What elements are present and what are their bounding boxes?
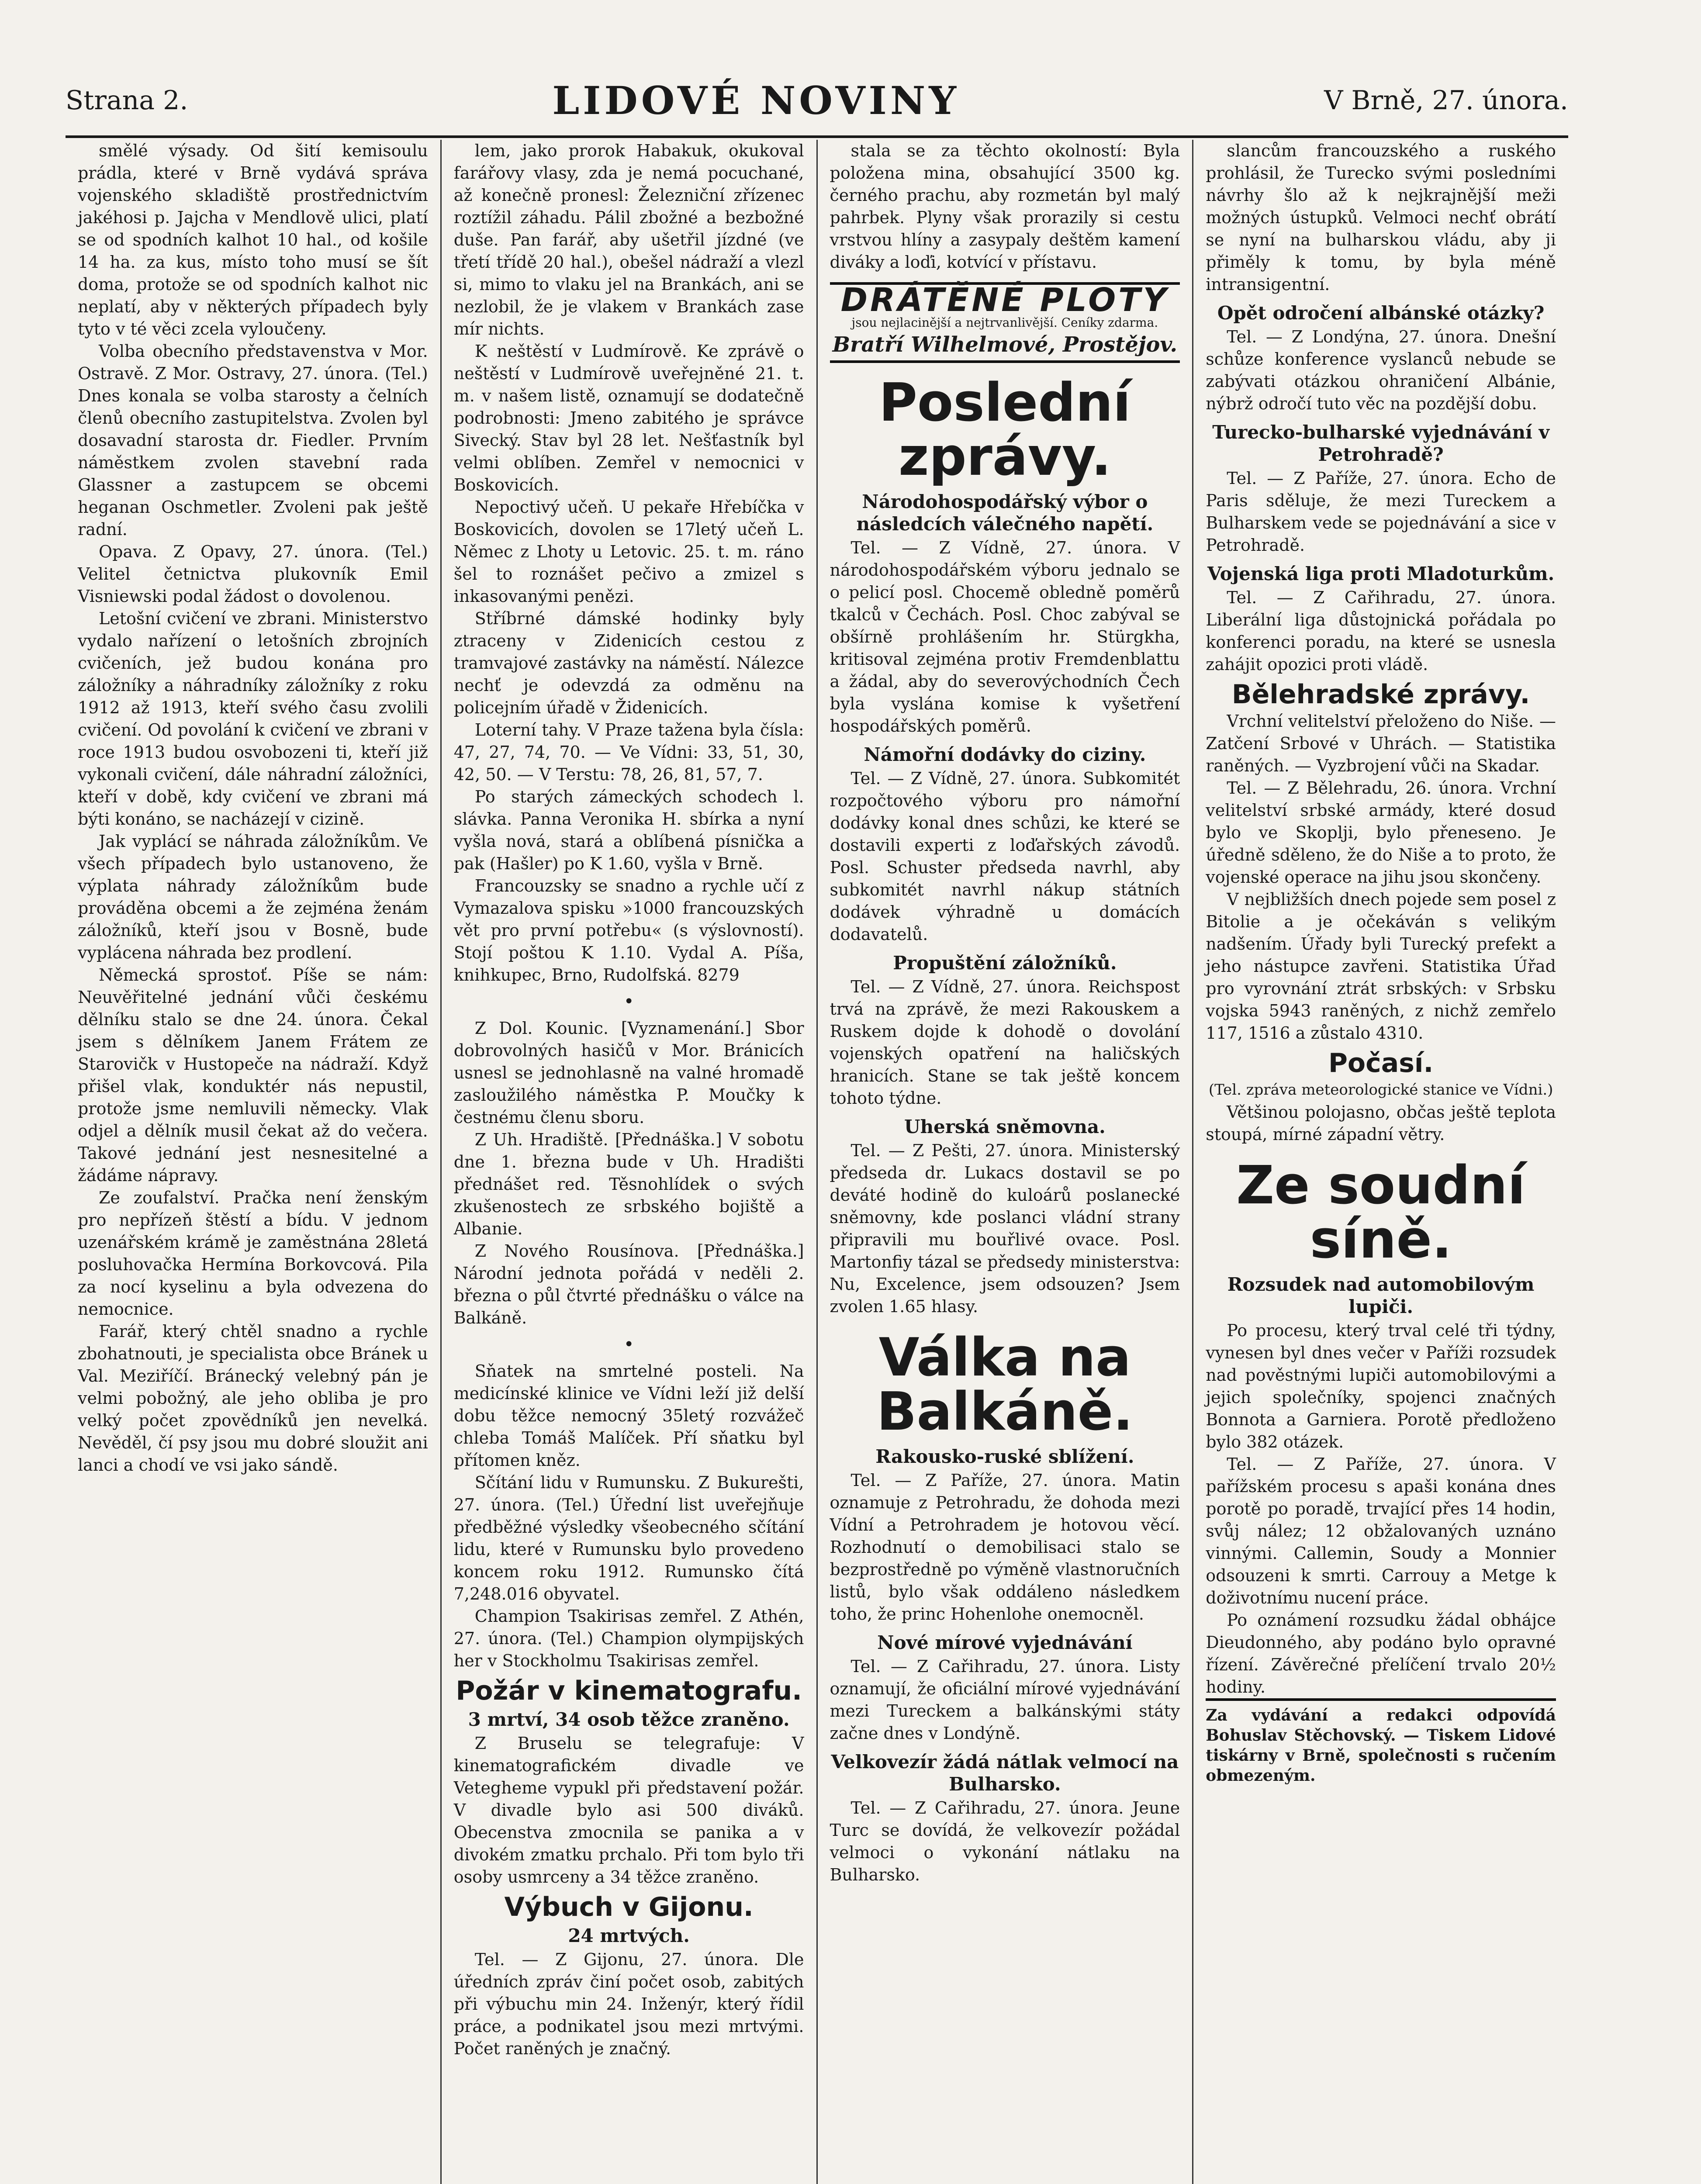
article-text: Po starých zámeckých schodech l. slávka. Panna Veronika H. sbírka a nyní vyšla nová, stará a oblíbená písnička a pak (Hašler) po K 1.60, vyšla v Brně.: [453, 787, 804, 873]
headline-explosion: Výbuch v Gijonu.: [504, 1892, 754, 1922]
article-text: Tel. — Z Vídně, 27. února. Subkomitét rozpočtového výboru pro námořní dodávky konal dnes schůzi, ke které se dostavili experti z loďařských závodů. Posl. Schuster předseda navrhl, aby subkomitét navrhl nákup státních dodávek výhradně u domácích dodavatelů.: [830, 769, 1180, 944]
headline-latest-news: Poslední zprávy.: [878, 373, 1131, 487]
article-text: Farář, který chtěl snadno a rychle zbohatnouti, je specialista obce Bránek u Val. Meziříčí. Bránecký velebný pán je velmi pobožný, ale jeho obliba je pro velký počet zpovědníků jen nevelká. Nevěděl, čí psy jsou mu dobré sloužit ani lanci a chodí ve vsi jako sándě.: [78, 1322, 428, 1475]
article-text: K neštěstí v Ludmírově. Ke zprávě o neštěstí v Ludmírově uveřejněné 21. t. m. v našem listě, oznamují se dodatečně podrobnosti: Jmeno zabitého je správce Sivecký. Stav byl 28 let. Nešťastník byl velmi oblíben. Zemřel v nemocnici v Boskovicích.: [453, 342, 804, 494]
article-text: Tel. — Z Cařihradu, 27. února. Liberální liga důstojnická pořádala po konferenci poradu, na které se usnesla zahájit opozici proti vládě.: [1206, 588, 1556, 674]
article-text: Tel. — Z Cařihradu, 27. února. Jeune Turc se dovídá, že velkovezír požádal velmoci o vykonání nátlaku na Bulharsko.: [830, 1798, 1180, 1884]
article-text: Z Nového Rousínova. [Přednáška.] Národní jednota pořádá v neděli 2. března o půl čtvrté přednášku o válce na Balkáně.: [453, 1241, 804, 1327]
subheadline: Vojenská liga proti Mladoturkům.: [1207, 563, 1555, 584]
article-text: Champion Tsakirisas zemřel. Z Athén, 27. února. (Tel.) Champion olympijských her v Stockholmu Tsakirisas zemřel.: [453, 1607, 804, 1670]
ad-title: DRÁTĚNÉ PLOTY: [840, 281, 1169, 319]
article-text: Stříbrné dámské hodinky byly ztraceny v Zidenicích cestou z tramvajové zastávky na náměstí. Nálezce nechť je odevzdá za odměnu na policejním úřadě v Židenicích.: [453, 609, 804, 717]
article-text: Tel. — Z Londýna, 27. února. Dnešní schůze konference vyslanců nebude se zabývati otázkou ohraničení Albánie, nýbrž odročí tuto věc na pozdější dobu.: [1206, 327, 1556, 413]
ad-firm: Bratří Wilhelmové, Prostějov.: [832, 332, 1178, 357]
article-text: Většinou polojasno, občas ještě teplota stoupá, mírné západní větry.: [1206, 1102, 1556, 1144]
headline-weather: Počasí.: [1328, 1048, 1434, 1078]
article-text: lem, jako prorok Habakuk, okukoval farářovy vlasy, zda je nemá pocuchané, až konečně pronesl: Železniční zřízenec roztížil záhadu. Pálil zbožné a bezbožné duše. Pan farář, aby ušetřil jízdné (ve třetí třídě 20 hal.), obešel nádraží a vlezl si, mimo to vlaku jel na Brankách, ani se nezlobil, že je vlakem v Brankách zase mír nichts.: [453, 141, 804, 339]
article-text: Tel. — Z Paříže, 27. února. Matin oznamuje z Petrohradu, že dohoda mezi Vídní a Petrohradem je hotovou věcí. Rozhodnutí o demobilisaci stalo se bezprostředně po výměně vlastnoručních listů, bylo však oddáleno následkem toho, že princ Hohenlohe onemocněl.: [830, 1471, 1180, 1624]
column-3: [818, 140, 1194, 2184]
column-4: [1193, 140, 1568, 2184]
subheadline: Národohospodářský výbor o následcích válečného napětí.: [856, 491, 1154, 535]
headline-balkan-war: Válka na Balkáně.: [876, 1327, 1133, 1442]
subheadline: 24 mrtvých.: [568, 1925, 690, 1946]
subheadline: Uherská sněmovna.: [904, 1116, 1106, 1137]
subheadline: Rakousko-ruské sblížení.: [875, 1446, 1134, 1467]
article-text: V nejbližších dnech pojede sem posel z Bitolie a je očekáván s velikým nadšením. Úřady byli Turecký prefekt a jeho nástupce zavřeni. Statistika Úřad pro vyrovnání ztrát srbských: v Srbsku vojska 5943 raněných, z nichž zemřelo 117, 1516 a zůstalo 4310.: [1206, 890, 1556, 1043]
article-text: Tel. — Z Cařihradu, 27. února. Listy oznamují, že oficiální mírové vyjednávání mezi Tureckem a balkánskými státy začne dnes v Londýně.: [830, 1657, 1180, 1743]
article-text: Z Uh. Hradiště. [Přednáška.] V sobotu dne 1. března bude v Uh. Hradišti přednášet red. Těsnohlídek o svých zkušenostech ze srbského bojiště a Albanie.: [453, 1130, 804, 1238]
article-text: Po oznámení rozsudku žádal obhájce Dieudonného, aby podáno bylo opravné řízení. Závěrečné přelíčení trvalo 20½ hodiny.: [1206, 1610, 1556, 1697]
subheadline: Rozsudek nad automobilovým lupiči.: [1227, 1274, 1535, 1317]
article-text: Tel. — Z Pešti, 27. února. Ministerský předseda dr. Lukacs dostavil se po deváté hodině do kuloárů poslanecké sněmovny, kde poslanci vládní strany připravili mu bouřlivé ovace. Posl. Martonfiy tázal se předsedy ministerstva: Nu, Excelence, jsem odsouzen? Jsem zvolen 1.65 hlasy.: [830, 1141, 1180, 1316]
column-1: [66, 140, 442, 2184]
weather-source: (Tel. zpráva meteorologické stanice ve Vídni.): [1208, 1081, 1553, 1099]
article-text: Nepoctivý učeň. U pekaře Hřebíčka v Boskovicích, dovolen se 17letý učeň L. Němec z Lhoty u Letovic. 25. t. m. ráno šel to roznášet pečivo a zmizel s inkasovanými penězi.: [453, 498, 804, 606]
article-text: Tel. — Z Vídně, 27. února. Reichspost trvá na zprávě, že mezi Rakouskem a Ruskem dojde k dohodě o dovolání vojenských opatření na haličských hranicích. Stane se tak ještě koncem tohoto týdne.: [830, 977, 1180, 1108]
page-header: [66, 66, 1568, 138]
separator-dots: •: [623, 1334, 634, 1355]
article-text: Vrchní velitelství přeloženo do Niše. — Zatčení Srbové v Uhrách. — Statistika raněných. — Vyzbrojení vůči na Skadar.: [1206, 712, 1556, 775]
ad-text: jsou nejlacinější a nejtrvanlivější. Ceníky zdarma.: [851, 315, 1158, 330]
article-text: Tel. — Z Bělehradu, 26. února. Vrchní velitelství srbské armády, které dosud bylo ve Skoplji, bylo přeneseno. Je úředně sděleno, že do Niše a to proto, že vojenské operace na jihu jsou skončeny.: [1206, 778, 1556, 887]
article-text: Tel. — Z Gijonu, 27. února. Dle úředních zpráv činí počet osob, zabitých při výbuchu min 24. Inženýr, který řídil práce, a podnikatel jsou mezi mrtvými. Počet raněných je značný.: [453, 1950, 804, 2058]
subheadline: Propuštění záložníků.: [893, 952, 1117, 974]
page-number: Strana 2.: [66, 85, 188, 116]
headline-belgrade: Bělehradské zprávy.: [1231, 679, 1530, 710]
article-text: Tel. — Z Paříže, 27. února. Echo de Paris sděluje, že mezi Tureckem a Bulharskem vede se pojednávání a sice v Petrohradě.: [1206, 469, 1556, 555]
advertisement-fences: [830, 282, 1180, 363]
article-text: Z Dol. Kounic. [Vyznamenání.] Sbor dobrovolných hasičů v Mor. Bránicích usnesl se jednohlasně na valné hromadě zasloužilého náměstka P. Moučky k čestnému členu sboru.: [453, 1019, 804, 1127]
subheadline: 3 mrtví, 34 osob těžce zraněno.: [468, 1709, 790, 1730]
article-text: Ze zoufalství. Pračka není ženským pro nepřízeň štěstí a bídu. V jednom uzenářském krámě je zaměstnána 28letá posluhovačka Hermína Borkovcová. Pila za nocí kyselinu a byla odvezena do nemocnice.: [78, 1188, 428, 1319]
article-text: Volba obecního představenstva v Mor. Ostravě. Z Mor. Ostravy, 27. února. (Tel.) Dnes konala se volba starosty a čelních členů obecního zastupitelstva. Zvolen byl dosavadní starosta dr. Fiedler. Prvním náměstkem zvolen stavební rada Glassner a zastupcem se obcemi heganan Oschmetler. Zvoleni pak ještě radní.: [78, 342, 428, 539]
subheadline: Námořní dodávky do ciziny.: [864, 744, 1146, 765]
article-text: slancům francouzského a ruského prohlásil, že Turecko svými posledními návrhy šlo až k nejkrajnější meži možných ústupků. Velmoci nechť obrátí se nyní na bulharskou vládu, aby ji přiměly k tomu, by byla méně intransigentní.: [1206, 141, 1556, 294]
article-text: Jak vyplácí se náhrada záložníkům. Ve všech případech bylo ustanoveno, že výplata náhrady záložníkům bude prováděna obcemi a že zejména ženám záložníků, kteří jsou v Bosně, bude vyplácena náhrada bez prodlení.: [78, 832, 428, 962]
article-text: Francouzsky se snadno a rychle učí z Vymazalova spisku »1000 francouzských vět pro první potřebu« (s výslovností). Stojí poštou K 1.10. Vydal A. Píša, knihkupec, Brno, Rudolfská. 8279: [453, 876, 804, 985]
article-text: Z Bruselu se telegrafuje: V kinematografickém divadle ve Vetegheme vypukl při představení požár. V divadle bylo asi 500 diváků. Obecenstva zmocnila se panika a v divokém zmatku prchalo. Při tom bylo tři osoby usmrceny a 34 těžce zraněno.: [453, 1734, 804, 1887]
headline-court: Ze soudní síně.: [1236, 1155, 1526, 1270]
article-text: Tel. — Z Paříže, 27. února. V pařížském procesu s apaši konána dnes porotě po poradě, trvající přes 14 hodin, svůj nález; 12 obžalovaných uznáno vinnými. Callemin, Soudy a Monnier odsouzeni k smrti. Carrouy a Metge k doživotnímu nucení práce.: [1206, 1455, 1556, 1607]
newspaper-title: LIDOVÉ NOVINY: [552, 78, 960, 123]
separator-dots: •: [623, 992, 634, 1012]
article-text: smělé výsady. Od šití kemisoulu prádla, které v Brně vydává správa vojenského skladiště prostřednictvím jakéhosi p. Jajcha v Mendlově ulici, platí se od spodních kalhot 10 hal., od košile 14 ha. za kus, místo toho musí se šít doma, protože se od spodních kalhot nic neplatí, aby v některých případech byly tyto v té věci zcela vyloučeny.: [78, 141, 428, 339]
subheadline: Turecko-bulharské vyjednávání v Petrohradě?: [1212, 422, 1549, 465]
article-text: stala se za těchto okolností: Byla položena mina, obsahující 3500 kg. černého prachu, aby rozmetán byl malý pahrbek. Plyny však prorazily si cestu vrstvou hlíny a zasypaly deštěm kamení diváky a loďi, kotvící v přístavu.: [830, 141, 1180, 272]
dateline: V Brně, 27. února.: [1324, 85, 1568, 116]
subheadline: Velkovezír žádá nátlak velmocí na Bulharsko.: [831, 1751, 1179, 1795]
article-text: Letošní cvičení ve zbrani. Ministerstvo vydalo nařízení o letošních zbrojních cvičeních, jež budou konána pro záložníky a náhradníky záložníky z roku 1912 až 1913, kteří svého času zvolili cvičení. Od povolání k cvičení ve zbrani v roce 1913 budou osvobozeni ti, kteří již vykonali cvičení, dále náhradní záložníci, kteří v době, kdy cvičení ve zbrani má býti konáno, se nacházejí v cizině.: [78, 609, 428, 829]
imprint: Za vydávání a redakci odpovídá Bohuslav Stěchovský. — Tiskem Lidové tiskárny v Brně, společnosti s ručením obmezeným.: [1206, 1698, 1556, 1786]
article-text: Sňatek na smrtelné posteli. Na medicínské klinice ve Vídni leží již delší dobu těžce nemocný 35letý rozvážeč chleba Tomáš Malíček. Pří sňatku byl přítomen kněz.: [453, 1362, 804, 1470]
article-text: Loterní tahy. V Praze tažena byla čísla: 47, 27, 74, 70. — Ve Vídni: 33, 51, 30, 42, 50. — V Terstu: 78, 26, 81, 57, 7.: [453, 720, 804, 784]
subheadline: Opět odročení albánské otázky?: [1217, 302, 1545, 324]
subheadline: Nové mírové vyjednávání: [877, 1632, 1133, 1653]
article-text: Německá sprostoť. Píše se nám: Neuvěřitelné jednání vůči českému dělníku stalo se dne 24. února. Čekal jsem s dělníkem Janem Frátem ze Starovičk v Hustopeče na nádraží. Když přišel vlak, konduktér nás nepustil, protože jsme nemluvili německy. Vlak odjel a dělník musil čekat až do večera. Takové jednání jest nesnesitelné a žádáme nápravy.: [78, 965, 428, 1185]
article-text: Sčítání lidu v Rumunsku. Z Bukurešti, 27. února. (Tel.) Úřední list uveřejňuje předběžné výsledky všeobecného sčítání lidu, které v Rumunsku bylo provedeno koncem roku 1912. Rumunsko čítá 7,248.016 obyvatel.: [453, 1473, 804, 1603]
article-columns: [66, 140, 1568, 2184]
headline-fire: Požár v kinematografu.: [456, 1676, 802, 1706]
article-text: Opava. Z Opavy, 27. února. (Tel.) Velitel četnictva plukovník Emil Visniewski podal žádost o dovolenou.: [78, 542, 428, 606]
article-text: Tel. — Z Vídně, 27. února. V národohospodářském výboru jednalo se o pelicí posl. Chocemě obledně poměrů tkalců v Čechách. Posl. Choc zabýval se obšírně prohlášením hr. Stürgkha, kritisoval zejména protiv Fremdenblattu a žádal, aby do severovýchodních Čech byla vyslána komise k vyšetření hospodářských poměrů.: [830, 538, 1180, 736]
article-text: Po procesu, který trval celé tři týdny, vynesen byl dnes večer v Paříži rozsudek nad pověstnými lupiči automobilovými a jejich společníky, spojenci značných Bonnota a Garniera. Porotě předloženo bylo 382 otázek.: [1206, 1321, 1556, 1451]
column-2: [442, 140, 818, 2184]
